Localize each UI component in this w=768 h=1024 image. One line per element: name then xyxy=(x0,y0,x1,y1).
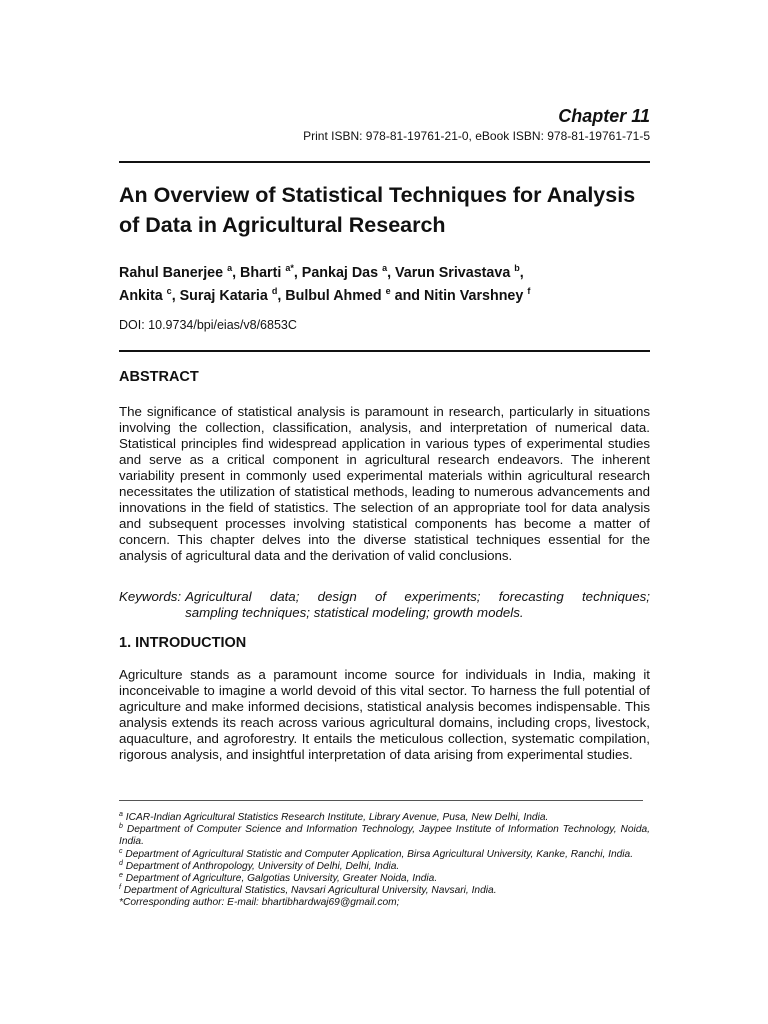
author-name: Ankita xyxy=(119,288,167,304)
author-affiliation-mark: b xyxy=(514,263,520,273)
author-name: Rahul Banerjee xyxy=(119,265,228,281)
author-affiliation-mark: e xyxy=(385,286,391,296)
footnote-item xyxy=(119,861,650,873)
footnote-mark: f xyxy=(119,884,121,892)
author-affiliation-mark: a xyxy=(227,263,233,273)
isbn-line: Print ISBN: 978-81-19761-21-0, eBook ISBN: 978-81-19761-71-5 xyxy=(303,129,650,143)
footnote-text: Department of Agricultural Statistics, Navsari Agricultural University, Navsari, India. xyxy=(123,885,497,897)
author-name: Bharti xyxy=(240,265,286,281)
author-separator: , xyxy=(171,288,180,304)
footnote-text: Department of Computer Science and Information Technology, Jaypee Institute of Information Technology, Noida, India. xyxy=(119,824,650,848)
footnote-text: *Corresponding author: E-mail: bhartibhardwaj69@gmail.com; xyxy=(119,897,400,909)
author-separator: , xyxy=(277,288,286,304)
footnotes xyxy=(119,812,650,910)
footnote-divider xyxy=(119,800,643,801)
author-name: Bulbul Ahmed xyxy=(285,288,386,304)
header-divider xyxy=(119,161,650,163)
footnote-mark: e xyxy=(119,872,123,880)
doi[interactable]: DOI: 10.9734/bpi/eias/v8/6853C xyxy=(119,318,297,332)
author-name: Varun Srivastava xyxy=(395,265,515,281)
footnote-text: Department of Agriculture, Galgotias University, Greater Noida, India. xyxy=(125,873,438,885)
footnote-item xyxy=(119,812,650,824)
abstract-heading: ABSTRACT xyxy=(119,369,199,385)
keywords-line-1: Agricultural data; design of experiments; forecasting techniques; xyxy=(185,589,650,604)
footnote-item xyxy=(119,885,650,897)
author-separator: and xyxy=(390,288,425,304)
title-block-divider xyxy=(119,350,650,352)
footnote-mark: b xyxy=(119,823,123,831)
author-separator: , xyxy=(232,265,241,281)
author-separator: , xyxy=(293,265,302,281)
introduction-heading: 1. INTRODUCTION xyxy=(119,635,247,651)
abstract-text: The significance of statistical analysis is paramount in research, particularly in situations involving the collection, classification, analysis, and interpretation of numerical data. Statistical principles find widespread application in various types of experimental studies and serve as a critical component in agricultural research endeavors. The inherent variability present in commonly used experimental materials within agricultural research necessitates the utilization of statistical methods, leading to numerous advancements and innovations in the field of statistics. The selection of an appropriate tool for data analysis and subsequent processes involving statistical components has become a matter of concern. This chapter delves into the diverse statistical techniques essential for the analysis of agricultural data and the derivation of valid conclusions. xyxy=(119,404,650,563)
footnote-mark: c xyxy=(119,847,123,855)
author-separator: , xyxy=(387,265,396,281)
chapter-label: Chapter 11 xyxy=(558,106,650,126)
author-name: Nitin Varshney xyxy=(424,288,528,304)
author-affiliation-mark: a* xyxy=(285,263,294,273)
footnote-item xyxy=(119,824,650,848)
author-affiliation-mark: a xyxy=(382,263,388,273)
author-affiliation-mark: f xyxy=(527,286,531,296)
footnote-text: Department of Anthropology, University of Delhi, Delhi, India. xyxy=(125,860,400,872)
author-name: Pankaj Das xyxy=(301,265,383,281)
author-affiliation-mark: d xyxy=(271,286,278,296)
footnote-mark: a xyxy=(119,811,123,818)
keywords xyxy=(119,589,650,621)
keywords-label: Keywords: xyxy=(119,589,182,604)
footnote-text: Department of Agricultural Statistic and Computer Application, Birsa Agricultural University, Kanke, Ranchi, India. xyxy=(125,848,634,860)
keywords-line-2: sampling techniques; statistical modeling; growth models. xyxy=(185,605,524,620)
author-affiliation-mark: c xyxy=(166,286,172,296)
author-name: Suraj Kataria xyxy=(179,288,272,304)
keywords-text xyxy=(185,589,650,621)
footnote-mark: d xyxy=(119,859,123,867)
footnote-item xyxy=(119,873,650,885)
paper-title: An Overview of Statistical Techniques for Analysis of Data in Agricultural Research xyxy=(119,183,636,237)
footnote-text: ICAR-Indian Agricultural Statistics Research Institute, Library Avenue, Pusa, New Delhi, India. xyxy=(125,812,549,823)
footnote-item xyxy=(119,849,650,861)
author-separator: , xyxy=(519,265,524,281)
author-list xyxy=(119,262,650,308)
introduction-text: Agriculture stands as a paramount income source for individuals in India, making it inconceivable to imagine a world devoid of this vital sector. To harness the full potential of agriculture and make informed decisions, statistical analysis becomes indispensable. This analysis extends its reach across various agricultural domains, including crops, livestock, aquaculture, and agroforestry. It entails the meticulous collection, systematic compilation, rigorous analysis, and insightful interpretation of data arising from experimental studies. xyxy=(119,667,650,762)
footnote-item xyxy=(119,897,650,909)
